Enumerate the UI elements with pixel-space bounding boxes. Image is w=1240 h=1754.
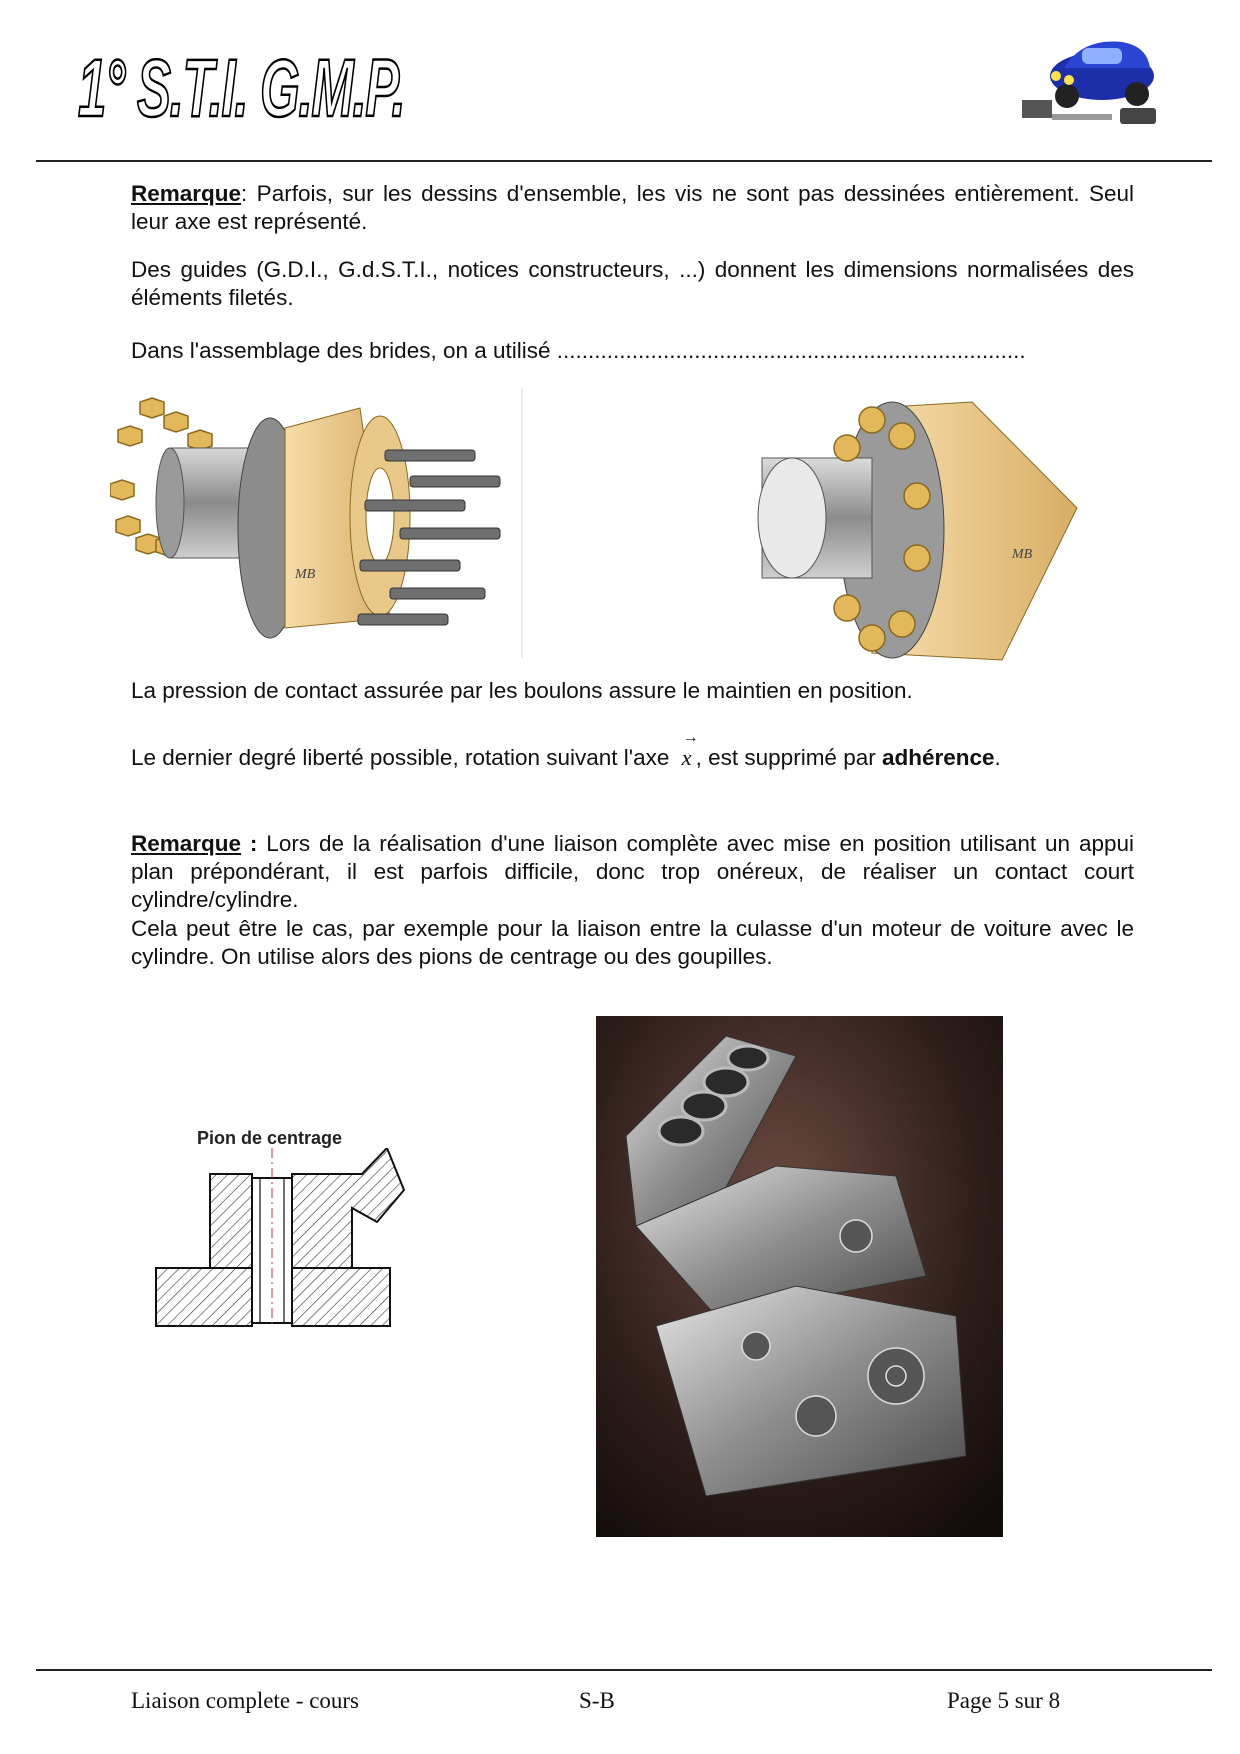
engine-block-photo <box>596 1016 1003 1537</box>
remark-colon: : <box>241 831 258 856</box>
footer-rule <box>36 1669 1212 1671</box>
remark-text-2: Lors de la réalisation d'une liaison complète avec mise en position utilisant un appui plan prépondérant, il est parfois difficile, donc trop onéreux, de réaliser un contact court cylindre/cylindre. <box>131 831 1134 912</box>
footer-course-title: Liaison complete - cours <box>131 1688 360 1713</box>
degree-freedom-paragraph <box>131 729 1134 772</box>
remark-paragraph-1 <box>131 180 1134 236</box>
dof-text-end: . <box>994 745 1001 770</box>
guides-paragraph: Des guides (G.D.I., G.d.S.T.I., notices constructeurs, ...) donnent les dimensions normalisées des éléments filetés. <box>131 257 1134 310</box>
header-rule <box>36 160 1212 162</box>
cylinder-head-paragraph: Cela peut être le cas, par exemple pour la liaison entre la culasse d'un moteur de voiture avec le cylindre. On utilise alors des pions de centrage ou des goupilles. <box>131 916 1134 969</box>
remark-text: : Parfois, sur les dessins d'ensemble, les vis ne sont pas dessinées entièrement. Seul leur axe est représenté. <box>131 181 1134 234</box>
dof-text-start: Le dernier degré liberté possible, rotation suivant l'axe <box>131 745 670 770</box>
axis-label: x <box>681 745 692 770</box>
flange-exploded-illustration <box>110 388 530 658</box>
flange-assembled-illustration <box>752 398 1082 663</box>
remark-label-2: Remarque <box>131 831 242 856</box>
axis-x-vector <box>681 729 699 772</box>
car-mechanic-logo <box>1012 28 1172 143</box>
vector-arrow-icon: → <box>682 729 699 746</box>
footer-page-number: Page 5 sur 8 <box>947 1688 1061 1713</box>
flange-assembly-paragraph: Dans l'assemblage des brides, on a utilisé ........................................................................... <box>131 338 1026 363</box>
remark-label: Remarque <box>131 181 242 206</box>
footer-author: S-B <box>579 1688 615 1713</box>
dof-text-middle: , est supprimé par <box>695 745 876 770</box>
flange-logo-right: MB <box>1012 547 1033 562</box>
pin-caption: Pion de centrage <box>197 1128 343 1148</box>
adherence-term: adhérence <box>881 745 995 770</box>
header-title: 1° S.T.I. G.M.P. <box>78 43 405 134</box>
remark-paragraph-2 <box>131 830 1134 914</box>
flange-logo-left: MB <box>295 567 316 582</box>
centering-pin-drawing <box>152 1148 412 1328</box>
contact-pressure-paragraph: La pression de contact assurée par les boulons assure le maintien en position. <box>131 678 913 703</box>
